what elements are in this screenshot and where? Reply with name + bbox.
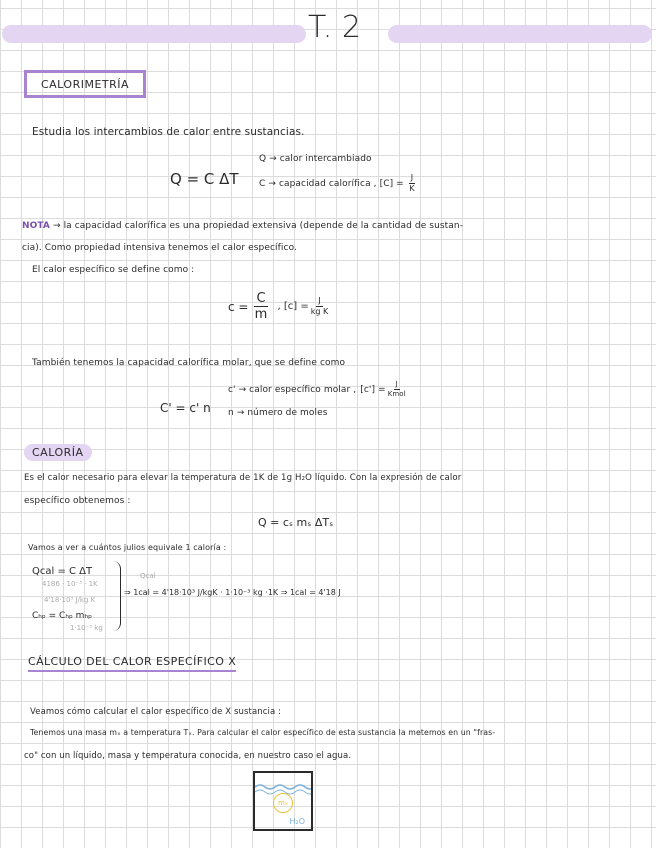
specific-heat-equation <box>228 292 330 321</box>
c-num: C <box>256 291 266 306</box>
water-label: H₂O <box>289 817 305 826</box>
calc-a-sub: 4186 · 10⁻³ · 1K <box>42 580 98 588</box>
unit-c-fraction <box>409 174 415 193</box>
page-title: T. 2 <box>308 10 361 45</box>
caloria-equation: Q = cₛ mₛ ΔTₛ <box>258 516 334 529</box>
c-lhs: c = <box>228 299 249 314</box>
molar-unit-den: Kmol <box>387 390 406 398</box>
calc-brace <box>112 561 121 631</box>
calc-b-sub2: 1·10⁻³ kg <box>70 624 103 632</box>
section-title-caloria: CALORÍA <box>24 444 92 461</box>
c-unit-den: kg K <box>310 307 329 316</box>
nota-line-2: cia). Como propiedad intensiva tenemos el calor específico. <box>22 243 297 253</box>
molar-n-line: n → número de moles <box>228 408 328 418</box>
molar-unit-num: J <box>395 380 398 388</box>
calculo-line-2: Tenemos una masa mₓ a temperatura Tₓ. Para calcular el calor específico de esta sustancia la metemos en un "fras- <box>30 728 496 737</box>
calc-b: Cₕₚ = Cₕₚ mₕₚ <box>32 611 92 621</box>
section-title-calculo: CÁLCULO DEL CALOR ESPECÍFICO X <box>28 655 236 672</box>
calc-a: Qcal = C ΔT <box>32 566 93 577</box>
legend-c-text: C → capacidad calorífica , <box>259 179 377 189</box>
c-unit-num: J <box>318 296 321 305</box>
c-unit-fraction <box>311 297 329 316</box>
c-fraction <box>254 292 267 321</box>
beaker-rim <box>253 771 313 773</box>
calc-result: ⇒ 1cal = 4'18·10³ J/kgK · 1·10⁻³ kg ·1K ⇒ 1cal = 4'18 J <box>124 588 341 597</box>
calc-ghost: Qcal <box>140 572 156 580</box>
calc-b-sub: 4'18·10³ J/kg K <box>44 596 96 604</box>
caloria-line-2: específico obtenemos : <box>24 496 131 506</box>
calculo-line-3: co" con un líquido, masa y temperatura conocida, en nuestro caso el agua. <box>24 751 352 761</box>
joules-line: Vamos a ver a cuántos julios equivale 1 caloría : <box>28 543 227 552</box>
caloria-line-1: Es el calor necesario para elevar la temperatura de 1K de 1g H₂O líquido. Con la expresión de calor <box>24 473 462 483</box>
c-den: m <box>254 307 268 322</box>
unit-c-num: J <box>410 173 414 182</box>
molar-intro: También tenemos la capacidad calorífica molar, que se define como <box>32 358 346 368</box>
unit-c-den: K <box>409 184 415 193</box>
section-title-calorimetria: CALORIMETRÍA <box>24 70 146 98</box>
molar-unit-label: [c'] = <box>360 384 386 395</box>
c-unit-label: , [c] = <box>277 301 309 312</box>
define-line: El calor específico se define como : <box>32 265 195 275</box>
header-bar-left <box>2 25 306 43</box>
legend-q: Q → calor intercambiado <box>259 154 372 164</box>
nota-text-1: → la capacidad calorífica es una propiedad extensiva (depende de la cantidad de sustan- <box>52 221 464 231</box>
unit-c-label: [C] = <box>379 179 404 189</box>
intro-text: Estudia los intercambios de calor entre sustancias. <box>32 126 305 138</box>
molar-c-line <box>228 381 408 398</box>
mass-x: mₓ <box>273 793 293 813</box>
molar-c-text: c' → calor específico molar , <box>228 384 357 395</box>
molar-equation: C' = c' n <box>160 401 211 415</box>
header-bar-right <box>388 25 652 43</box>
nota-line-1 <box>22 221 463 231</box>
equation-q-c-dt: Q = C ΔT <box>170 170 239 188</box>
beaker-diagram <box>253 771 313 831</box>
legend-c <box>259 174 417 193</box>
molar-unit-fraction <box>388 381 406 398</box>
calculo-line-1: Veamos cómo calcular el calor específico de X sustancia : <box>30 707 282 717</box>
nota-label: NOTA <box>22 221 50 231</box>
